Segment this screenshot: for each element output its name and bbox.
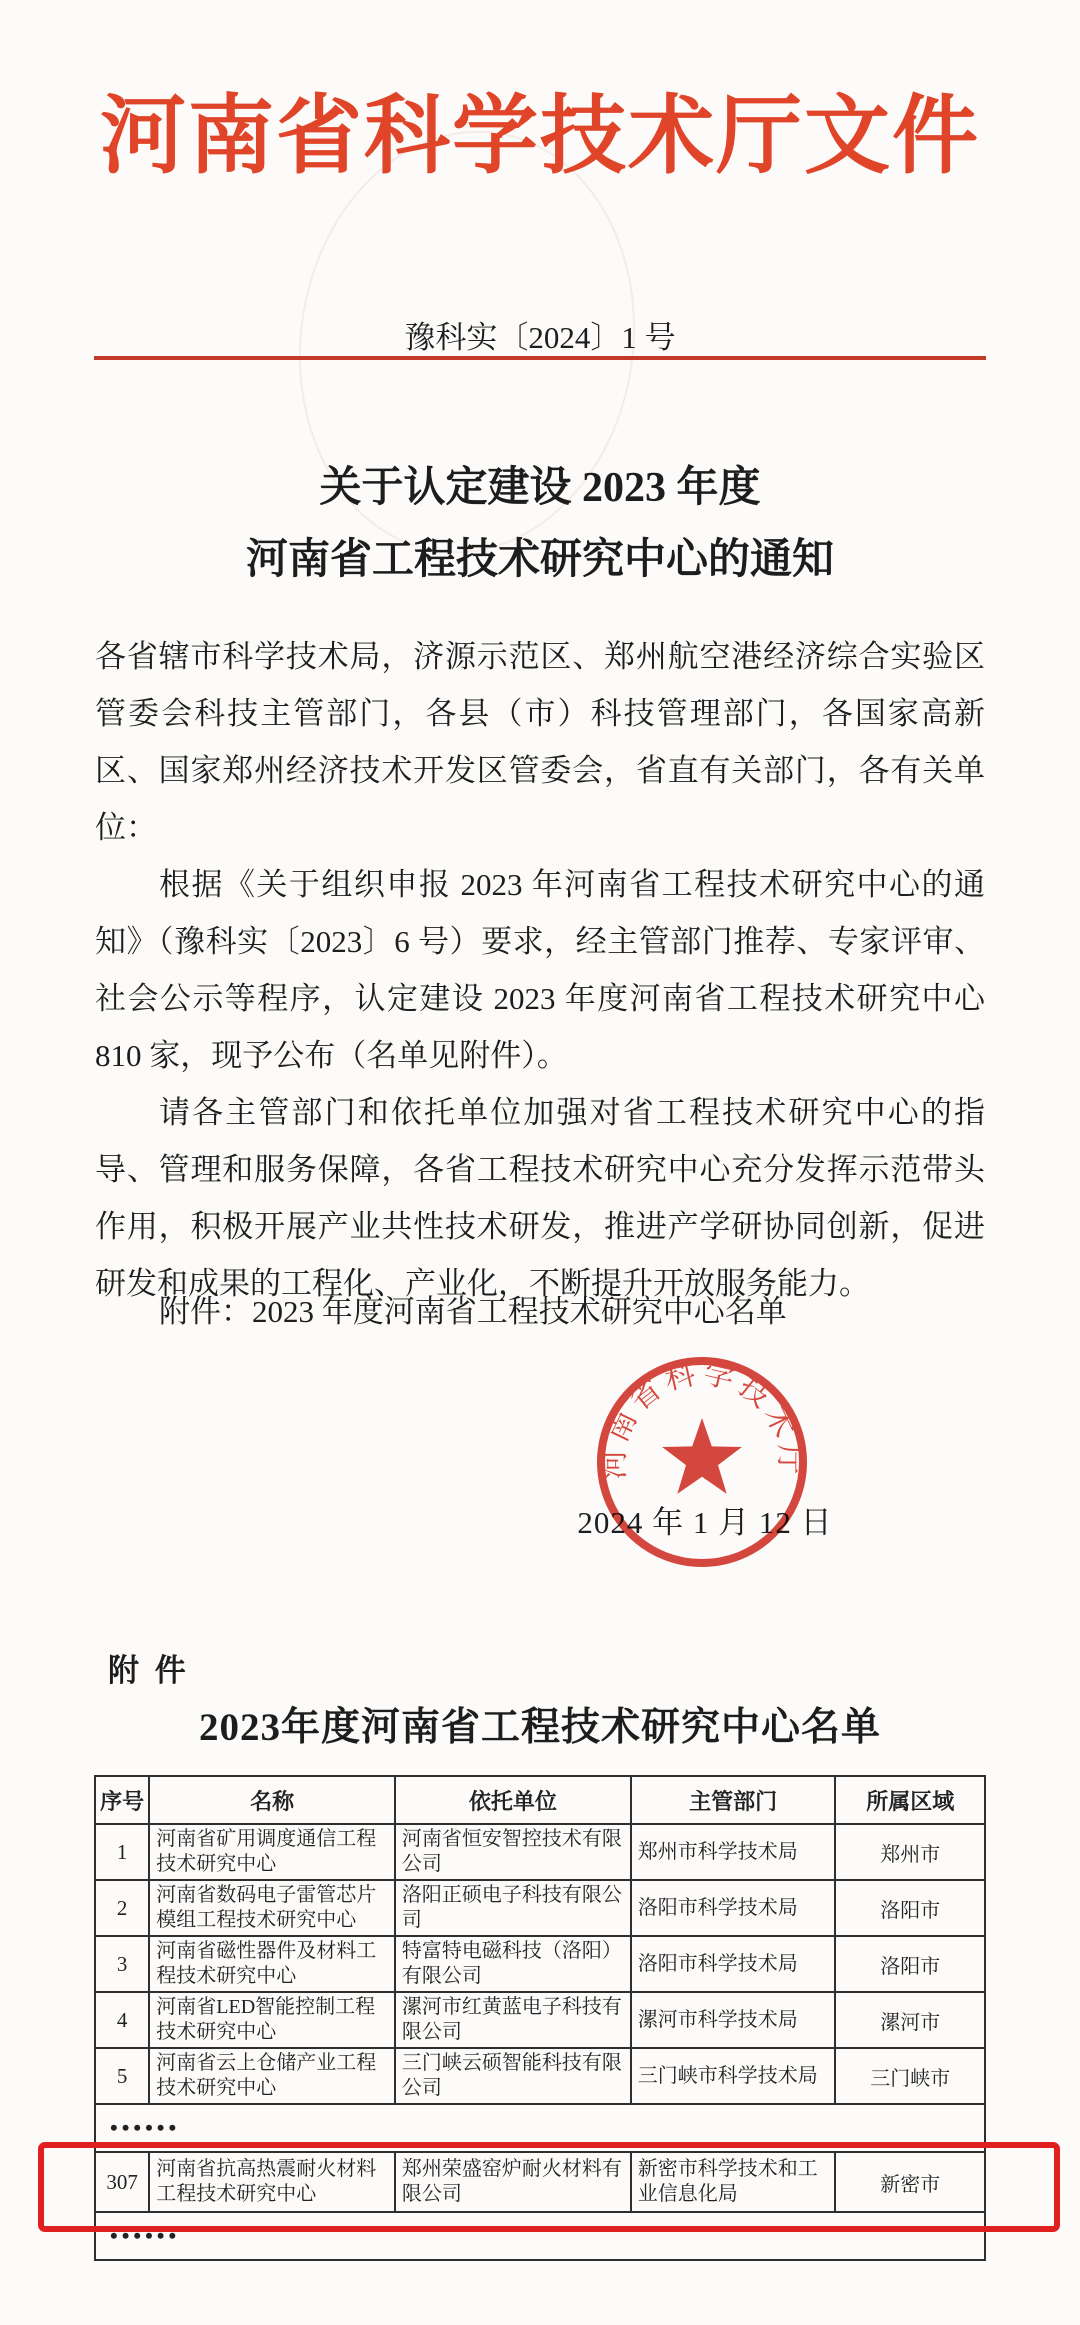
appendix-table-title: 2023年度河南省工程技术研究中心名单: [198, 1706, 881, 1749]
issue-date: 2024 年 1 月 12 日: [577, 1505, 833, 1540]
table-row: [95, 1824, 985, 1880]
cell-no: 1: [95, 1824, 149, 1880]
cell-name: 河南省抗高热震耐火材料工程技术研究中心: [149, 2152, 395, 2212]
table-row: [95, 2048, 985, 2104]
cell-dept: 洛阳市科学技术局: [631, 1936, 836, 1992]
column-header-region: 所属区域: [835, 1776, 985, 1824]
notice-body: [95, 628, 985, 1312]
paragraph-addressees: 各省辖市科学技术局，济源示范区、郑州航空港经济综合实验区管委会科技主管部门，各县（市）科技管理部门，各国家高新区、国家郑州经济技术开发区管委会，省直有关部门，各有关单位：: [95, 639, 985, 845]
paragraph-requirements: 请各主管部门和依托单位加强对省工程技术研究中心的指导、管理和服务保障，各省工程技术研究中心充分发挥示范带头作用，积极开展产业共性技术研发，推进产学研协同创新，促进研发和成果的工程化、产业化，不断提升开放服务能力。: [95, 1095, 985, 1301]
cell-name: 河南省数码电子雷管芯片模组工程技术研究中心: [149, 1880, 395, 1936]
cell-dept: 漯河市科学技术局: [631, 1992, 836, 2048]
ellipsis-cell: ••••••: [95, 2212, 985, 2260]
ellipsis-cell: ••••••: [95, 2104, 985, 2152]
highlighted-row-307: [95, 2152, 985, 2212]
notice-title-line2: 河南省工程技术研究中心的通知: [245, 537, 834, 583]
notice-title: [0, 452, 1080, 596]
column-header-org: 依托单位: [395, 1776, 631, 1824]
cell-no: 5: [95, 2048, 149, 2104]
cell-org: 漯河市红黄蓝电子科技有限公司: [395, 1992, 631, 2048]
roster-table: [94, 1775, 986, 2261]
cell-name: 河南省LED智能控制工程技术研究中心: [149, 1992, 395, 2048]
cell-no: 3: [95, 1936, 149, 1992]
cell-name: 河南省磁性器件及材料工程技术研究中心: [149, 1936, 395, 1992]
cell-no: 307: [95, 2152, 149, 2212]
cell-name: 河南省云上仓储产业工程技术研究中心: [149, 2048, 395, 2104]
cell-dept: 洛阳市科学技术局: [631, 1880, 836, 1936]
cell-no: 4: [95, 1992, 149, 2048]
appendix-label: 附 件: [108, 1653, 190, 1688]
cell-org: 郑州荣盛窑炉耐火材料有限公司: [395, 2152, 631, 2212]
table-row: [95, 1880, 985, 1936]
column-header-name: 名称: [149, 1776, 395, 1824]
cell-region: 漯河市: [835, 1992, 985, 2048]
cell-org: 三门峡云硕智能科技有限公司: [395, 2048, 631, 2104]
red-header-title: 河南省科学技术厅文件: [100, 88, 980, 184]
cell-org: 洛阳正硕电子科技有限公司: [395, 1880, 631, 1936]
seal-text: 河南省科学技术厅: [597, 1356, 807, 1480]
cell-region: 郑州市: [835, 1824, 985, 1880]
cell-dept: 三门峡市科学技术局: [631, 2048, 836, 2104]
attachment-reference-line: 附件：2023 年度河南省工程技术研究中心名单: [159, 1294, 787, 1329]
ellipsis-row: [95, 2212, 985, 2260]
notice-title-line1: 关于认定建设 2023 年度: [319, 465, 761, 511]
cell-org: 特富特电磁科技（洛阳）有限公司: [395, 1936, 631, 1992]
table-row: [95, 1992, 985, 2048]
cell-region: 三门峡市: [835, 2048, 985, 2104]
cell-region: 新密市: [835, 2152, 985, 2212]
paragraph-basis: 根据《关于组织申报 2023 年河南省工程技术研究中心的通知》（豫科实〔2023〕6 号）要求，经主管部门推荐、专家评审、社会公示等程序，认定建设 2023 年度河南省工程技术研究中心 810 家，现予公布（名单见附件）。: [95, 867, 985, 1073]
column-header-no: 序号: [95, 1776, 149, 1824]
cell-region: 洛阳市: [835, 1936, 985, 1992]
column-header-dept: 主管部门: [631, 1776, 836, 1824]
red-separator-line: [94, 356, 986, 360]
document-number: 豫科实〔2024〕1 号: [404, 320, 676, 355]
table-row: [95, 1936, 985, 1992]
ellipsis-row: [95, 2104, 985, 2152]
table-header-row: [95, 1776, 985, 1824]
cell-dept: 新密市科学技术和工业信息化局: [631, 2152, 836, 2212]
roster-table-container: [94, 1775, 986, 2261]
cell-org: 河南省恒安智控技术有限公司: [395, 1824, 631, 1880]
cell-region: 洛阳市: [835, 1880, 985, 1936]
seal-star-icon: [662, 1418, 742, 1494]
cell-dept: 郑州市科学技术局: [631, 1824, 836, 1880]
cell-name: 河南省矿用调度通信工程技术研究中心: [149, 1824, 395, 1880]
cell-no: 2: [95, 1880, 149, 1936]
